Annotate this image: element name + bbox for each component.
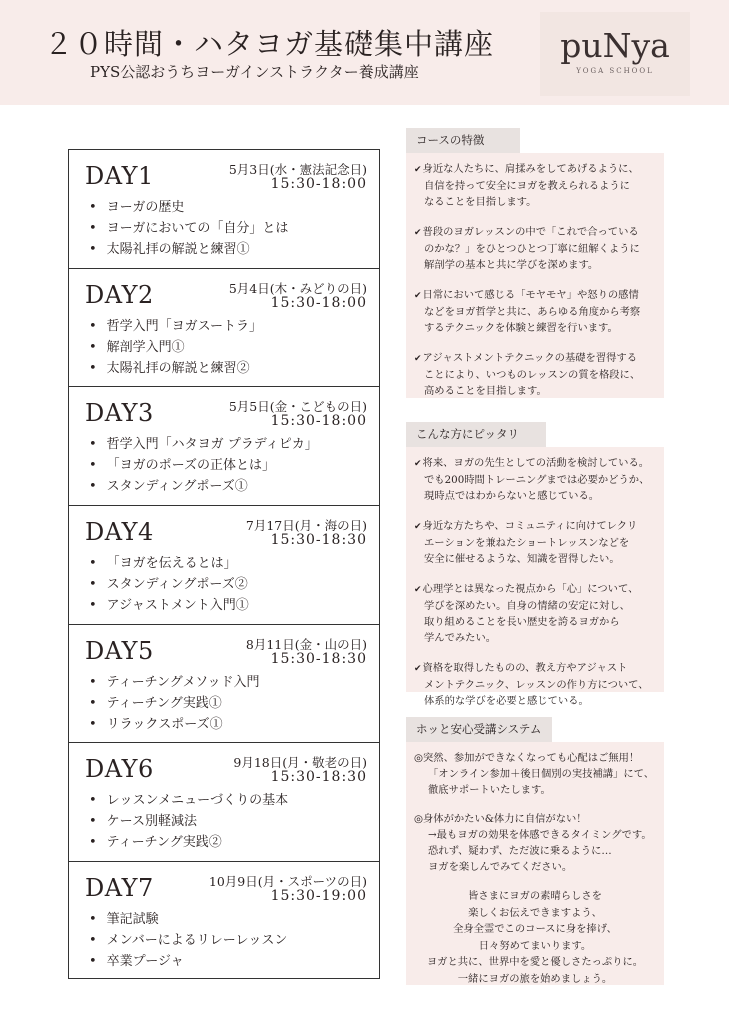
day-date: 10月9日(月・スポーツの日): [208, 874, 367, 890]
checklist-item: [414, 518, 656, 567]
checklist-item: [414, 224, 656, 273]
checklist-line: ✔ アジャストメントテクニックの基礎を習得する: [414, 350, 656, 367]
day-time: 15:30-18:00: [270, 176, 367, 192]
day-block: [69, 150, 379, 269]
day-time: 15:30-18:30: [270, 532, 367, 549]
support-panel: [406, 742, 664, 985]
checklist-line: メントテクニック、レッスンの作り方について、: [424, 679, 649, 691]
support-note-line: ヨガを楽しんでみてください。: [428, 861, 573, 873]
day-time: 15:30-18:00: [270, 294, 367, 311]
checklist-line: ✔ 身近な人たちに、肩揉みをしてあげるように、: [414, 161, 656, 178]
logo-tagline: YOGA SCHOOL: [576, 67, 654, 75]
day-label: DAY1: [85, 162, 154, 190]
checklist-line: のかな？」をひとつひとつ丁寧に紐解くように: [424, 243, 640, 255]
topic-list: [89, 672, 260, 735]
day-label: DAY7: [85, 874, 154, 903]
target-heading: こんな方にピッタリ: [406, 422, 546, 447]
checklist-item: [414, 350, 656, 399]
support-note-line: ◎身体がかたい&体力に自信がない！: [414, 813, 587, 825]
day-time: 15:30-18:30: [270, 769, 367, 786]
day-date: 7月17日(月・海の日): [245, 518, 367, 534]
checklist-item: [414, 161, 656, 210]
day-block: [69, 269, 379, 388]
topic-item: • スタンディングポーズ①: [89, 476, 318, 497]
day-block: [69, 506, 379, 625]
topic-list: [89, 790, 288, 853]
checklist-line: などをヨガ哲学と共に、あらゆる角度から考察: [424, 306, 641, 318]
page-title: ２０時間・ハタヨガ基礎集中講座: [44, 27, 495, 61]
checklist-line: ✔ 普段のヨガレッスンの中で「これで合っている: [414, 224, 656, 241]
topic-item: • ケース別軽減法: [89, 811, 288, 832]
checklist-item: [414, 581, 656, 646]
header-banner: [0, 0, 729, 105]
checklist-line: ことにより、いつものレッスンの質を格段に、: [424, 369, 641, 381]
topic-item: • メンバーによるリレーレッスン: [89, 930, 287, 951]
checklist-item: [414, 455, 656, 504]
checklist-line: でも200時間トレーニングまでは必要かどうか、: [424, 474, 650, 486]
checklist-line: ✔ 身近な方たちや、コミュニティに向けてレクリ: [414, 518, 656, 535]
topic-item: • 解剖学入門①: [89, 337, 262, 358]
day-time: 15:30-18:30: [270, 650, 367, 667]
closing-message: [414, 888, 656, 987]
checklist-line: 解剖学の基本と共に学びを深めます。: [424, 259, 599, 271]
logo-wordmark: puNya: [560, 26, 670, 65]
day-date: 5月5日(金・こどもの日): [228, 399, 367, 415]
checklist-line: 取り組めることを長い歴史を誇るヨガから: [424, 616, 620, 628]
closing-line: 日々努めてまいります。: [478, 939, 592, 952]
topic-item: • 哲学入門「ハタヨガ プラディピカ」: [89, 434, 318, 455]
topic-item: • 哲学入門「ヨガスートラ」: [89, 316, 262, 337]
checklist-line: するテクニックを体験と練習を行います。: [424, 322, 618, 334]
topic-item: • スタンディングポーズ②: [89, 574, 249, 595]
support-note-line: 恐れず、疑わず、ただ波に乗るように…: [428, 845, 612, 857]
day-block: [69, 743, 379, 862]
support-note: [414, 750, 656, 798]
day-time: 15:30-18:00: [270, 413, 367, 430]
topic-item: • 太陽礼拝の解説と練習②: [89, 358, 262, 379]
topic-item: • 「ヨガを伝えるとは」: [89, 553, 249, 574]
checklist-line: エーションを兼ねたショートレッスンなどを: [424, 537, 630, 549]
schedule-table: [68, 149, 380, 979]
checklist-line: ✔ 将来、ヨガの先生としての活動を検討している。: [414, 455, 656, 472]
closing-line: 全身全霊でこのコースに身を捧げ、: [453, 923, 617, 935]
day-block: [69, 387, 379, 506]
topic-item: • ティーチング実践②: [89, 832, 288, 853]
topic-list: [89, 434, 318, 497]
topic-item: • リラックスポーズ①: [89, 714, 260, 735]
topic-item: • 太陽礼拝の解説と練習①: [89, 239, 288, 260]
target-panel: [406, 447, 664, 707]
day-date: 8月11日(金・山の日): [245, 636, 367, 652]
checklist-line: 学びを深めたい。自身の情緒の安定に対し、: [424, 600, 630, 612]
support-note-line: 徹底サポートいたします。: [428, 784, 551, 796]
checklist-line: 安全に催せるような、知識を習得したい。: [424, 553, 620, 565]
topic-item: • ティーチング実践①: [89, 693, 260, 714]
checklist-line: ✔ 心理学とは異なった視点から「心」について、: [414, 581, 656, 598]
checklist-item: [414, 287, 656, 336]
closing-line: 楽しくお伝えできますよう、: [468, 906, 602, 919]
closing-line: 皆さまにヨガの素晴らしさを: [468, 890, 602, 902]
day-label: DAY3: [85, 399, 154, 428]
checklist-line: なることを目指します。: [424, 196, 537, 208]
support-note: [414, 811, 656, 875]
features-panel: [406, 153, 664, 398]
topic-item: • 「ヨガのポーズの正体とは」: [89, 455, 318, 476]
day-label: DAY6: [85, 755, 154, 784]
day-date: 5月3日(水・憲法記念日): [228, 162, 367, 177]
day-label: DAY5: [85, 636, 154, 665]
topic-list: [89, 909, 287, 972]
topic-list: [89, 197, 288, 260]
checklist-line: 学んでみたい。: [424, 632, 497, 644]
day-time: 15:30-19:00: [270, 888, 367, 905]
topic-list: [89, 553, 249, 616]
checklist-line: ✔ 日常において感じる「モヤモヤ」や怒りの感情: [414, 287, 656, 304]
day-label: DAY2: [85, 280, 154, 309]
checklist-line: ✔ 資格を取得したものの、教え方やアジャスト: [414, 660, 656, 677]
closing-line: ヨガと共に、世界中を愛と優しさたっぷりに。: [426, 956, 644, 968]
day-block: [69, 862, 379, 978]
page-subtitle: PYS公認おうちヨーガインストラクター養成講座: [90, 63, 419, 81]
topic-item: • ティーチングメソッド入門: [89, 672, 260, 693]
checklist-line: 自信を持って安全にヨガを教えられるように: [424, 180, 630, 192]
checklist-line: 体系的な学びを必要と感じている。: [424, 695, 589, 707]
topic-item: • 卒業プージャ: [89, 951, 287, 972]
features-heading: コースの特徴: [406, 128, 520, 153]
checklist-item: [414, 660, 656, 709]
support-heading: ホッと安心受講システム: [406, 717, 552, 742]
day-block: [69, 625, 379, 744]
support-note-line: →最もヨガの効果を体感できるタイミングです。: [428, 829, 652, 841]
topic-item: • ヨーガの歴史: [89, 197, 288, 218]
topic-item: • アジャストメント入門①: [89, 595, 249, 616]
school-logo: [540, 12, 690, 96]
support-note-line: ◎突然、参加ができなくなっても心配はご無用！: [414, 752, 640, 764]
topic-item: • 筆記試験: [89, 909, 287, 930]
support-note-line: 「オンライン参加＋後日個別の実技補講」にて、: [428, 768, 655, 780]
topic-list: [89, 316, 262, 379]
day-label: DAY4: [85, 518, 154, 547]
closing-line: 一緒にヨガの旅を始めましょう。: [457, 972, 613, 985]
day-date: 9月18日(月・敬老の日): [233, 755, 367, 771]
topic-item: • レッスンメニューづくりの基本: [89, 790, 288, 811]
checklist-line: 高めることを目指します。: [424, 385, 547, 397]
checklist-line: 現時点ではわからないと感じている。: [424, 490, 600, 502]
day-date: 5月4日(木・みどりの日): [228, 280, 367, 296]
topic-item: • ヨーガにおいての「自分」とは: [89, 218, 288, 239]
